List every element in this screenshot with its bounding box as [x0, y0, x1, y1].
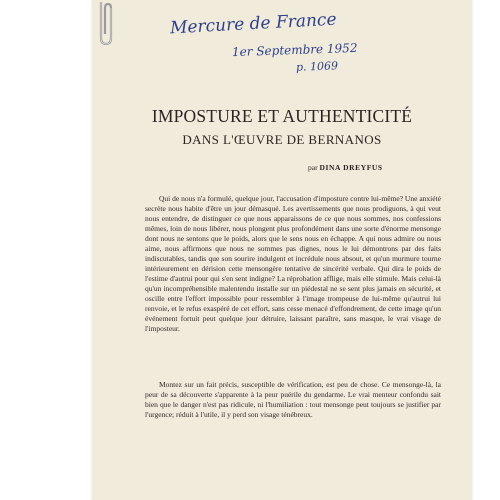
paragraph-1: Qui de nous n'a formulé, quelque jour, l'accusation d'imposture contre lui-même? Une anxiété secrète nous habite d'être un jour démasqué. Les avertissements que nous prodiguons, à qui veut nous entendre, de distinguer ce que nous apparaissons de ce que nous sommes, nos confessions mêmes, loin de nous libérer, nous plongent plus profondément dans une sorte d'énorme mensonge dont nous ne sentons que le poids, alors que le sens nous en échappe. A qui nous admire ou nous aime, nous affirmons que nous ne sommes pas dignes, nous le lui démontrons par des faits indiscutables, tandis que son sourire indulgent et incrédule nous absout, et qu'un murmure tourne intérieurement en dérision cette mensongère tentative de sincérité verbale. Qui dira le poids de l'estime d'autrui pour qui s'en sent indigne? La réprobation afflige, mais elle stimule. Mais celui-là qu'un incompréhensible malentendu installe sur un piédestal ne se sent plus jamais en sécurité, et oscille entre l'effort impossible pour ressembler à l'image trompeuse de lui-même qu'autrui lui renvoie, et le refus exaspéré de cet effort, sans cesse menacé d'effondrement, de cette image qu'un événement fortuit peut quelque jour détruire, laissant paraître, sans masque, le vrai visage de l'imposteur. [145, 194, 441, 333]
paper-clip-icon [95, 0, 117, 46]
handwritten-page: p. 1069 [295, 59, 339, 74]
author-name: DINA DREYFUS [319, 163, 383, 172]
article-title: IMPOSTURE ET AUTHENTICITÉ [151, 106, 413, 126]
handwritten-date: 1er Septembre 1952 [231, 40, 358, 60]
byline [308, 163, 383, 172]
handwritten-source: Mercure de France [169, 9, 338, 39]
paragraph-2: Montez sur un fait précis, susceptible de vérification, est peu de chose. Ce mensonge-là, la peur de sa découverte s'apparente à la peur puérile du gendarme. Le vrai menteur confondu sait bien que le danger n'est pas ridicule, ni l'humiliation : tout mensonge peut toujours se justifier par l'urgence; réduit à l'utile, il y perd son visage ténébreux. [145, 380, 441, 419]
byline-prefix: par [308, 163, 318, 172]
article-subtitle: DANS L'ŒUVRE DE BERNANOS [182, 132, 382, 147]
